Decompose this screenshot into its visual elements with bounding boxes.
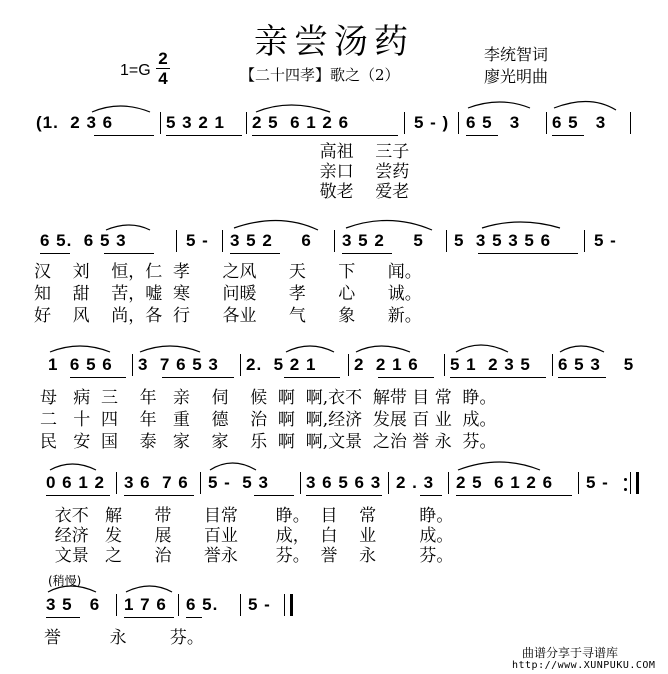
lyric-line: 衣不 解 带 目常 睁。 目 常 睁。 bbox=[44, 506, 454, 526]
lyricist-credit: 李统智词 bbox=[484, 45, 549, 64]
measure: 2 5 6 1 2 6 bbox=[252, 113, 350, 132]
measure: 5 - 5 3 bbox=[208, 473, 269, 492]
measure: 2 . 3 bbox=[396, 473, 435, 492]
measure: 5 3 5 3 5 6 bbox=[454, 231, 552, 250]
slur bbox=[468, 102, 530, 108]
lyric-line: 汉 刘 恒，仁 孝 之风 天 下 闻。 bbox=[34, 262, 422, 282]
lyric-line: 民 安 国 泰 家 家 乐 啊 啊,文景 之治 誉 永 芬。 bbox=[40, 432, 497, 452]
slur bbox=[126, 586, 172, 592]
lyric-line: 高祖 三子 bbox=[44, 142, 410, 162]
measure: 2. 5 2 1 bbox=[246, 355, 317, 374]
measure: 2 2 1 6 bbox=[354, 355, 419, 374]
measure: 5 - ) bbox=[414, 113, 450, 132]
lyric-line: 敬老 爱老 bbox=[44, 182, 410, 202]
measure: 5 - bbox=[186, 231, 209, 250]
slur bbox=[346, 220, 432, 230]
slur bbox=[234, 220, 318, 230]
measure: 1 7 6 bbox=[124, 595, 167, 614]
slur bbox=[106, 225, 150, 230]
lyric-line: 好 风 尚，各 行 各业 气 象 新。 bbox=[34, 306, 422, 326]
measure: 6 5. bbox=[186, 595, 219, 614]
measure: 3 6 5 6 3 bbox=[306, 473, 382, 492]
song-title: 亲尝汤药 bbox=[254, 22, 414, 62]
slur bbox=[92, 106, 150, 112]
watermark-url: http://www.XUNPUKU.COM bbox=[512, 660, 656, 671]
slur bbox=[482, 222, 560, 228]
measure: 0 6 1 2 bbox=[46, 473, 105, 492]
watermark-text: 曲谱分享于寻谱库 bbox=[522, 646, 619, 660]
composer-credit: 廖光明曲 bbox=[484, 67, 549, 86]
measure: 3 6 7 6 bbox=[124, 473, 189, 492]
measure: 5 3 2 1 bbox=[166, 113, 225, 132]
lyric-line: 亲口 尝药 bbox=[44, 162, 410, 182]
time-signature-top: 2 bbox=[158, 49, 168, 68]
measure: 1 6 5 6 bbox=[48, 355, 113, 374]
measure: 6 5 3 5 bbox=[558, 355, 635, 374]
slur bbox=[286, 346, 334, 352]
slur bbox=[50, 464, 96, 470]
measure: (1. 2 3 6 bbox=[36, 113, 114, 132]
measure: 5 1 2 3 5 bbox=[450, 355, 531, 374]
slur bbox=[50, 346, 110, 352]
slur bbox=[456, 345, 508, 352]
measure: 3 7 6 5 3 bbox=[138, 355, 219, 374]
slur bbox=[256, 105, 330, 112]
slur bbox=[140, 346, 200, 352]
slur bbox=[210, 463, 256, 470]
lyric-line: 文景 之 治 誉永 芬。 誉 永 芬。 bbox=[44, 546, 454, 566]
slur bbox=[458, 462, 540, 470]
subtitle: 【二十四孝】歌之（2） bbox=[240, 66, 400, 84]
measure: 3 5 2 5 bbox=[342, 231, 424, 250]
measure: 3 5 6 bbox=[46, 595, 101, 614]
measure: 6 5 3 bbox=[466, 113, 521, 132]
key-signature: 1=G bbox=[120, 62, 151, 79]
slur bbox=[554, 101, 616, 110]
time-signature-bottom: 4 bbox=[158, 69, 168, 88]
measure: 6 5 3 bbox=[552, 113, 607, 132]
slur bbox=[356, 346, 410, 352]
slur bbox=[560, 346, 604, 352]
lyric-line: 誉 永 芬。 bbox=[44, 628, 204, 648]
lyric-line: 母 病 三 年 亲 伺 候 啊 啊,衣不 解带 目 常 睁。 bbox=[40, 388, 497, 408]
measure: 3 5 2 6 bbox=[230, 231, 312, 250]
slur bbox=[48, 586, 96, 592]
lyric-line: 经济 发 展 百业 成， 白 业 成。 bbox=[44, 526, 454, 546]
lyric-line: 知 甜 苦，嘘 寒 问暖 孝 心 诚。 bbox=[34, 284, 422, 304]
measure: 5 - bbox=[586, 473, 609, 492]
measure: 2 5 6 1 2 6 bbox=[456, 473, 554, 492]
lyric-line: 二 十 四 年 重 德 治 啊 啊,经济 发展 百 业 成。 bbox=[40, 410, 497, 430]
measure: 5 - bbox=[248, 595, 271, 614]
tempo-mark: (稍慢) bbox=[48, 574, 82, 588]
measure: 5 - bbox=[594, 231, 617, 250]
measure: 6 5. 6 5 3 bbox=[40, 231, 127, 250]
